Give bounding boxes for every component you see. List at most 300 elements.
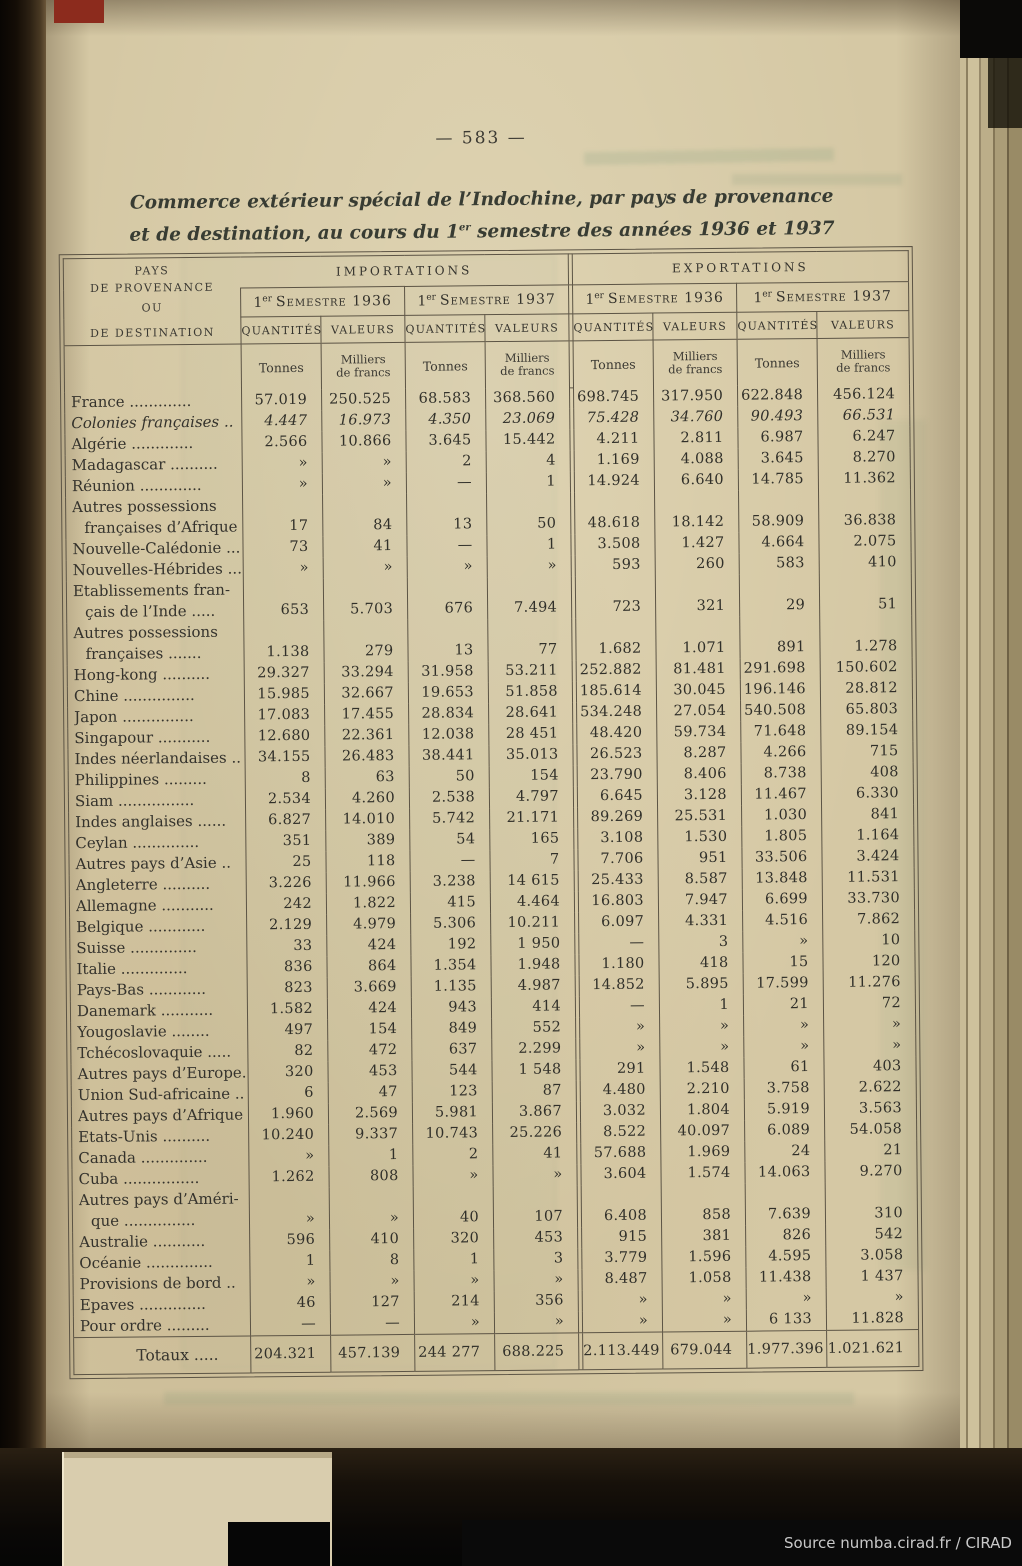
value-cell: 1 <box>250 1251 330 1273</box>
country-label: Algérie ............. <box>71 433 194 454</box>
bottom-black-block <box>228 1522 330 1566</box>
value-cell: 127 <box>330 1292 414 1314</box>
unit-tonnes: Tonnes <box>241 343 321 390</box>
value-cell: 17 <box>243 495 323 538</box>
value-cell: 50 <box>487 492 571 535</box>
value-cell: 320 <box>248 1062 328 1084</box>
value-cell: 16.973 <box>322 410 406 432</box>
value-cell: » <box>494 1269 578 1291</box>
red-page-marker <box>54 0 104 23</box>
value-cell: 61 <box>744 1057 824 1079</box>
value-cell: » <box>580 1038 660 1060</box>
value-cell: 715 <box>821 741 913 763</box>
value-cell: 5.306 <box>411 913 491 935</box>
value-cell: 622.848 <box>737 385 817 407</box>
country-label: Pour ordre ......... <box>79 1315 210 1336</box>
value-cell: 40 <box>413 1186 493 1229</box>
value-cell: 414 <box>491 996 575 1018</box>
value-cell: 408 <box>821 762 913 784</box>
value-cell: 48.420 <box>577 723 657 745</box>
country-label: Pays-Bas ............ <box>76 979 207 1000</box>
value-cell: 8.487 <box>582 1269 662 1291</box>
value-cell: 808 <box>329 1166 413 1188</box>
value-cell: 5.703 <box>323 578 407 621</box>
country-label: Autres pays d’Améri- que ............... <box>78 1189 239 1230</box>
value-cell: 6 133 <box>746 1309 826 1331</box>
valeurs-header: VALEURS <box>321 315 405 343</box>
value-cell: » <box>824 1035 916 1057</box>
value-cell: 28.812 <box>820 678 912 700</box>
value-cell: 34.760 <box>654 407 738 429</box>
value-cell: 356 <box>494 1290 578 1312</box>
value-cell: 2.811 <box>654 428 738 450</box>
value-cell: » <box>249 1188 329 1231</box>
value-cell: 51.858 <box>488 681 572 703</box>
totals-cell: 2.113.449 <box>583 1332 663 1370</box>
value-cell: 1.948 <box>491 954 575 976</box>
value-cell: 424 <box>327 935 411 957</box>
value-cell: 13 <box>407 493 487 536</box>
value-cell: 7 <box>490 849 574 871</box>
value-cell: 15.442 <box>486 429 570 451</box>
totals-label: Totaux ..... <box>74 1336 251 1375</box>
value-cell: 381 <box>662 1226 746 1248</box>
value-cell: 4.331 <box>659 911 743 933</box>
country-label: Philippines ......... <box>74 769 207 790</box>
value-cell: » <box>582 1290 662 1312</box>
value-cell: 310 <box>825 1182 917 1225</box>
value-cell: 1.354 <box>411 955 491 977</box>
value-cell: 9.270 <box>825 1161 917 1183</box>
country-label: Italie .............. <box>76 959 188 979</box>
value-cell: — <box>410 850 490 872</box>
value-cell: 3.226 <box>246 873 326 895</box>
importations-header: IMPORTATIONS <box>240 254 568 288</box>
countries-column-header: PAYS DE PROVENANCE OU DE DESTINATION <box>63 257 241 346</box>
value-cell: 25.226 <box>493 1122 577 1144</box>
country-label: Chine ............... <box>73 685 195 706</box>
country-label: Nouvelles-Hébrides ... <box>72 559 242 580</box>
doc-title-line1: Commerce extérieur spécial de l’Indochine, par pays de provenance <box>129 185 834 214</box>
value-cell: 6 <box>248 1083 328 1105</box>
value-cell: 1.138 <box>244 621 324 664</box>
value-cell: 637 <box>412 1039 492 1061</box>
value-cell: 456.124 <box>817 384 909 406</box>
value-cell: 11.531 <box>822 867 914 889</box>
valeurs-header: VALEURS <box>817 311 909 339</box>
value-cell: » <box>493 1164 577 1186</box>
value-cell: 5.742 <box>410 808 490 830</box>
value-cell: 12.680 <box>245 726 325 748</box>
value-cell: » <box>662 1310 746 1332</box>
value-cell: 34.155 <box>245 747 325 769</box>
value-cell: 18.142 <box>655 491 739 534</box>
value-cell: 8 <box>330 1250 414 1272</box>
value-cell: 1.262 <box>249 1167 329 1189</box>
value-cell: 4.664 <box>739 532 819 554</box>
quantites-header: QUANTITÉS <box>241 316 321 344</box>
value-cell: 123 <box>412 1081 492 1103</box>
country-label: Ceylan .............. <box>75 832 200 853</box>
value-cell: 826 <box>746 1225 826 1247</box>
value-cell: 321 <box>655 575 739 618</box>
value-cell: 12.038 <box>409 724 489 746</box>
value-cell: — <box>579 996 659 1018</box>
value-cell: 351 <box>246 831 326 853</box>
value-cell: 120 <box>823 951 915 973</box>
value-cell: 8.406 <box>657 764 741 786</box>
value-cell: 185.614 <box>576 681 656 703</box>
value-cell: 1.574 <box>661 1163 745 1185</box>
value-cell: 415 <box>410 892 490 914</box>
value-cell: 252.882 <box>576 660 656 682</box>
value-cell: » <box>660 1016 744 1038</box>
value-cell: 544 <box>412 1060 492 1082</box>
table-body <box>65 384 919 1338</box>
value-cell: 242 <box>246 894 326 916</box>
value-cell: 1.135 <box>411 976 491 998</box>
value-cell: » <box>824 1014 916 1036</box>
value-cell: 3.508 <box>575 534 655 556</box>
value-cell: 29 <box>739 574 819 617</box>
value-cell: 13 <box>408 619 488 662</box>
value-cell: 864 <box>327 956 411 978</box>
value-cell: 1.278 <box>820 615 912 658</box>
country-label: Indes néerlandaises .. <box>74 748 242 769</box>
value-cell: » <box>322 452 406 474</box>
value-cell: 11.276 <box>823 972 915 994</box>
value-cell: » <box>662 1289 746 1311</box>
value-cell: » <box>744 1036 824 1058</box>
value-cell: 6.330 <box>821 783 913 805</box>
value-cell: 7.706 <box>578 849 658 871</box>
unit-tonnes: Tonnes <box>405 342 485 389</box>
totals-cell: 457.139 <box>331 1334 415 1372</box>
value-cell: » <box>322 473 406 495</box>
value-cell: 698.745 <box>574 387 654 409</box>
value-cell: 25.433 <box>578 870 658 892</box>
country-label: Canada .............. <box>78 1147 208 1168</box>
value-cell: » <box>330 1271 414 1293</box>
top-right-shadow-2 <box>988 58 1022 128</box>
value-cell: » <box>744 1015 824 1037</box>
value-cell: 7.947 <box>658 890 742 912</box>
value-cell: » <box>660 1037 744 1059</box>
value-cell: 54 <box>410 829 490 851</box>
totals-cell: 1.021.621 <box>827 1330 919 1368</box>
value-cell: 279 <box>324 620 408 663</box>
value-cell: 84 <box>323 494 407 537</box>
value-cell: 1 <box>659 995 743 1017</box>
value-cell: 196.146 <box>740 679 820 701</box>
value-cell: 14.063 <box>745 1162 825 1184</box>
value-cell: 260 <box>655 554 739 576</box>
value-cell: 40.097 <box>661 1121 745 1143</box>
country-label: Océanie .............. <box>79 1252 213 1273</box>
value-cell: 1 548 <box>492 1059 576 1081</box>
value-cell: 107 <box>493 1185 577 1228</box>
value-cell: 1 <box>329 1145 413 1167</box>
country-label: Australie ........... <box>79 1231 206 1252</box>
value-cell: 552 <box>492 1017 576 1039</box>
value-cell: 534.248 <box>577 702 657 724</box>
value-cell: » <box>746 1288 826 1310</box>
value-cell: » <box>826 1287 918 1309</box>
value-cell: 16.803 <box>578 891 658 913</box>
value-cell: 41 <box>323 536 407 558</box>
value-cell: 23.069 <box>486 408 570 430</box>
value-cell: — <box>407 535 487 557</box>
country-label: Hong-kong .......... <box>73 664 211 685</box>
value-cell: 4 <box>486 450 570 472</box>
value-cell: 1.164 <box>822 825 914 847</box>
value-cell: 7.639 <box>745 1183 825 1226</box>
value-cell: 28.834 <box>409 703 489 725</box>
doc-title-line2: et de destination, au cours du 1er semestre des années 1936 et 1937 <box>129 217 835 246</box>
value-cell: 15 <box>743 952 823 974</box>
value-cell: 5.981 <box>412 1102 492 1124</box>
value-cell: 3.645 <box>406 430 486 452</box>
value-cell: 6.987 <box>738 427 818 449</box>
country-label: Suisse .............. <box>76 937 197 958</box>
value-cell: 82 <box>248 1041 328 1063</box>
value-cell: 943 <box>411 997 491 1019</box>
value-cell: 1.180 <box>579 954 659 976</box>
value-cell: 72 <box>823 993 915 1015</box>
value-cell: 11.467 <box>741 784 821 806</box>
value-cell: 8.270 <box>818 447 910 469</box>
value-cell: 1.596 <box>662 1247 746 1269</box>
value-cell: 90.493 <box>738 406 818 428</box>
value-cell: 1.805 <box>742 826 822 848</box>
value-cell: 57.688 <box>581 1143 661 1165</box>
value-cell: 33.506 <box>742 847 822 869</box>
units-empty-cell <box>64 344 241 392</box>
value-cell: 2.534 <box>245 789 325 811</box>
totals-cell: 688.225 <box>495 1333 579 1371</box>
value-cell: 14.924 <box>574 471 654 493</box>
country-label: Nouvelle-Calédonie ... <box>72 538 241 559</box>
value-cell: 8.522 <box>581 1122 661 1144</box>
value-cell: 4.447 <box>242 411 322 433</box>
value-cell: 17.083 <box>245 705 325 727</box>
value-cell: 4.211 <box>574 429 654 451</box>
value-cell: » <box>413 1165 493 1187</box>
value-cell: 1.071 <box>656 617 740 660</box>
value-cell: 81.481 <box>656 659 740 681</box>
value-cell: 291 <box>580 1059 660 1081</box>
country-label: Tchécoslovaquie ..... <box>77 1042 232 1063</box>
value-cell: 424 <box>327 998 411 1020</box>
value-cell: 6.640 <box>654 470 738 492</box>
value-cell: 53.211 <box>488 660 572 682</box>
value-cell: 14.852 <box>579 975 659 997</box>
doc-title <box>59 182 905 250</box>
country-label: Belgique ............ <box>76 916 206 937</box>
country-label: Epaves .............. <box>79 1294 206 1315</box>
exportations-header: EXPORTATIONS <box>572 251 908 285</box>
value-cell: 676 <box>407 577 487 620</box>
value-cell: 46 <box>250 1293 330 1315</box>
paper-sheet <box>44 0 960 1450</box>
value-cell: 4.516 <box>743 910 823 932</box>
value-cell: 3.424 <box>822 846 914 868</box>
country-label: Cuba ................ <box>78 1168 200 1189</box>
country-label: Danemark ........... <box>76 1000 214 1021</box>
country-label: France ............. <box>71 391 192 412</box>
value-cell: 3 <box>494 1248 578 1270</box>
value-cell: 21.171 <box>490 807 574 829</box>
value-cell: 14.785 <box>738 469 818 491</box>
value-cell: 1.804 <box>660 1100 744 1122</box>
totals-row <box>74 1330 919 1375</box>
value-cell: 10.743 <box>413 1123 493 1145</box>
quantites-header: QUANTITÉS <box>405 315 485 343</box>
value-cell: 4.480 <box>580 1080 660 1102</box>
trade-table <box>63 250 920 1375</box>
value-cell: 915 <box>582 1227 662 1249</box>
value-cell: 1.969 <box>661 1142 745 1164</box>
value-cell: 6.645 <box>577 786 657 808</box>
value-cell: 9.337 <box>329 1124 413 1146</box>
value-cell: 89.154 <box>821 720 913 742</box>
value-cell: 77 <box>488 618 572 661</box>
units-row <box>64 338 909 393</box>
value-cell: 47 <box>328 1082 412 1104</box>
value-cell: 192 <box>411 934 491 956</box>
source-credit: Source numba.cirad.fr / CIRAD <box>783 1534 1012 1552</box>
value-cell: 65.803 <box>821 699 913 721</box>
value-cell: 7.494 <box>487 576 571 619</box>
value-cell: 2.129 <box>247 915 327 937</box>
value-cell: 2.299 <box>492 1038 576 1060</box>
value-cell: 3.128 <box>657 785 741 807</box>
value-cell: 3.645 <box>738 448 818 470</box>
value-cell: 1.427 <box>655 533 739 555</box>
value-cell: 497 <box>248 1020 328 1042</box>
country-label: Japon ............... <box>74 706 194 727</box>
value-cell: 26.523 <box>577 744 657 766</box>
country-label: Etablissements fran- çais de l’Inde ..... <box>72 580 231 622</box>
country-label: Yougoslavie ........ <box>77 1021 210 1042</box>
value-cell: 6.097 <box>579 912 659 934</box>
value-cell: 17.455 <box>325 704 409 726</box>
value-cell: 250.525 <box>322 389 406 411</box>
totals-cell: 204.321 <box>251 1335 331 1373</box>
value-cell: » <box>242 474 322 496</box>
value-cell: 30.045 <box>656 680 740 702</box>
value-cell: 22.361 <box>325 725 409 747</box>
value-cell: 25 <box>246 852 326 874</box>
value-cell: 1 <box>486 471 570 493</box>
value-cell: 214 <box>414 1291 494 1313</box>
value-cell: 653 <box>243 579 323 622</box>
value-cell: 2.538 <box>409 787 489 809</box>
value-cell: 472 <box>328 1040 412 1062</box>
value-cell: » <box>743 931 823 953</box>
value-cell: 71.648 <box>741 721 821 743</box>
book-binding <box>0 0 46 1566</box>
value-cell: 154 <box>489 765 573 787</box>
value-cell: 11.438 <box>746 1267 826 1289</box>
value-cell: 2 <box>406 451 486 473</box>
value-cell: 836 <box>247 957 327 979</box>
country-label: Provisions de bord .. <box>79 1273 236 1294</box>
value-cell: 593 <box>575 555 655 577</box>
value-cell: 3.058 <box>826 1245 918 1267</box>
value-cell: 6.827 <box>246 810 326 832</box>
value-cell: 33.294 <box>324 662 408 684</box>
value-cell: 1 437 <box>826 1266 918 1288</box>
value-cell: 1.682 <box>576 618 656 661</box>
unit-milliers: Milliers de francs <box>817 338 909 385</box>
value-cell: 4.595 <box>746 1246 826 1268</box>
value-cell: 2.075 <box>819 531 911 553</box>
value-cell: 19.653 <box>408 682 488 704</box>
unit-tonnes: Tonnes <box>573 340 653 387</box>
value-cell: 3.108 <box>578 828 658 850</box>
value-cell: 66.531 <box>818 405 910 427</box>
value-cell: 3.758 <box>744 1078 824 1100</box>
value-cell: — <box>579 933 659 955</box>
value-cell: » <box>494 1311 578 1333</box>
value-cell: 596 <box>250 1230 330 1252</box>
value-cell: 1 950 <box>491 933 575 955</box>
value-cell: 723 <box>575 576 655 619</box>
value-cell: 1.960 <box>248 1104 328 1126</box>
value-cell: 10.211 <box>491 912 575 934</box>
value-cell: 118 <box>326 851 410 873</box>
value-cell: 73 <box>243 537 323 559</box>
value-cell: 50 <box>409 766 489 788</box>
totals-cell: 679.044 <box>663 1331 747 1369</box>
value-cell: 951 <box>658 848 742 870</box>
value-cell: » <box>242 453 322 475</box>
value-cell: 4.464 <box>490 891 574 913</box>
value-cell: 13.848 <box>742 868 822 890</box>
unit-milliers: Milliers de francs <box>321 342 405 389</box>
value-cell: 75.428 <box>574 408 654 430</box>
totals-cell: 244 277 <box>415 1334 495 1372</box>
value-cell: 5.919 <box>744 1099 824 1121</box>
value-cell: 89.269 <box>578 807 658 829</box>
value-cell: 11.362 <box>818 468 910 490</box>
country-label: Singapour ........... <box>74 727 211 748</box>
value-cell: 849 <box>412 1018 492 1040</box>
value-cell: 6.408 <box>581 1185 661 1228</box>
value-cell: 31.958 <box>408 661 488 683</box>
value-cell: 2.210 <box>660 1079 744 1101</box>
value-cell: 29.327 <box>244 663 324 685</box>
value-cell: 11.828 <box>826 1308 918 1330</box>
value-cell: 1.058 <box>662 1268 746 1290</box>
country-label: Colonies françaises .. <box>71 412 234 433</box>
value-cell: 2.622 <box>824 1077 916 1099</box>
quantites-header: QUANTITÉS <box>573 313 653 341</box>
value-cell: » <box>249 1146 329 1168</box>
page-number: — 583 — <box>435 127 527 149</box>
totals-cell: 1.977.396 <box>747 1330 827 1368</box>
value-cell: 4.088 <box>654 449 738 471</box>
value-cell: 4.987 <box>491 975 575 997</box>
value-cell: 58.909 <box>739 490 819 533</box>
value-cell: 57.019 <box>242 390 322 412</box>
unit-milliers: Milliers de francs <box>485 341 569 388</box>
table-frame <box>59 246 924 1379</box>
value-cell: 858 <box>661 1184 745 1227</box>
value-cell: — <box>250 1314 330 1336</box>
value-cell: 389 <box>326 830 410 852</box>
